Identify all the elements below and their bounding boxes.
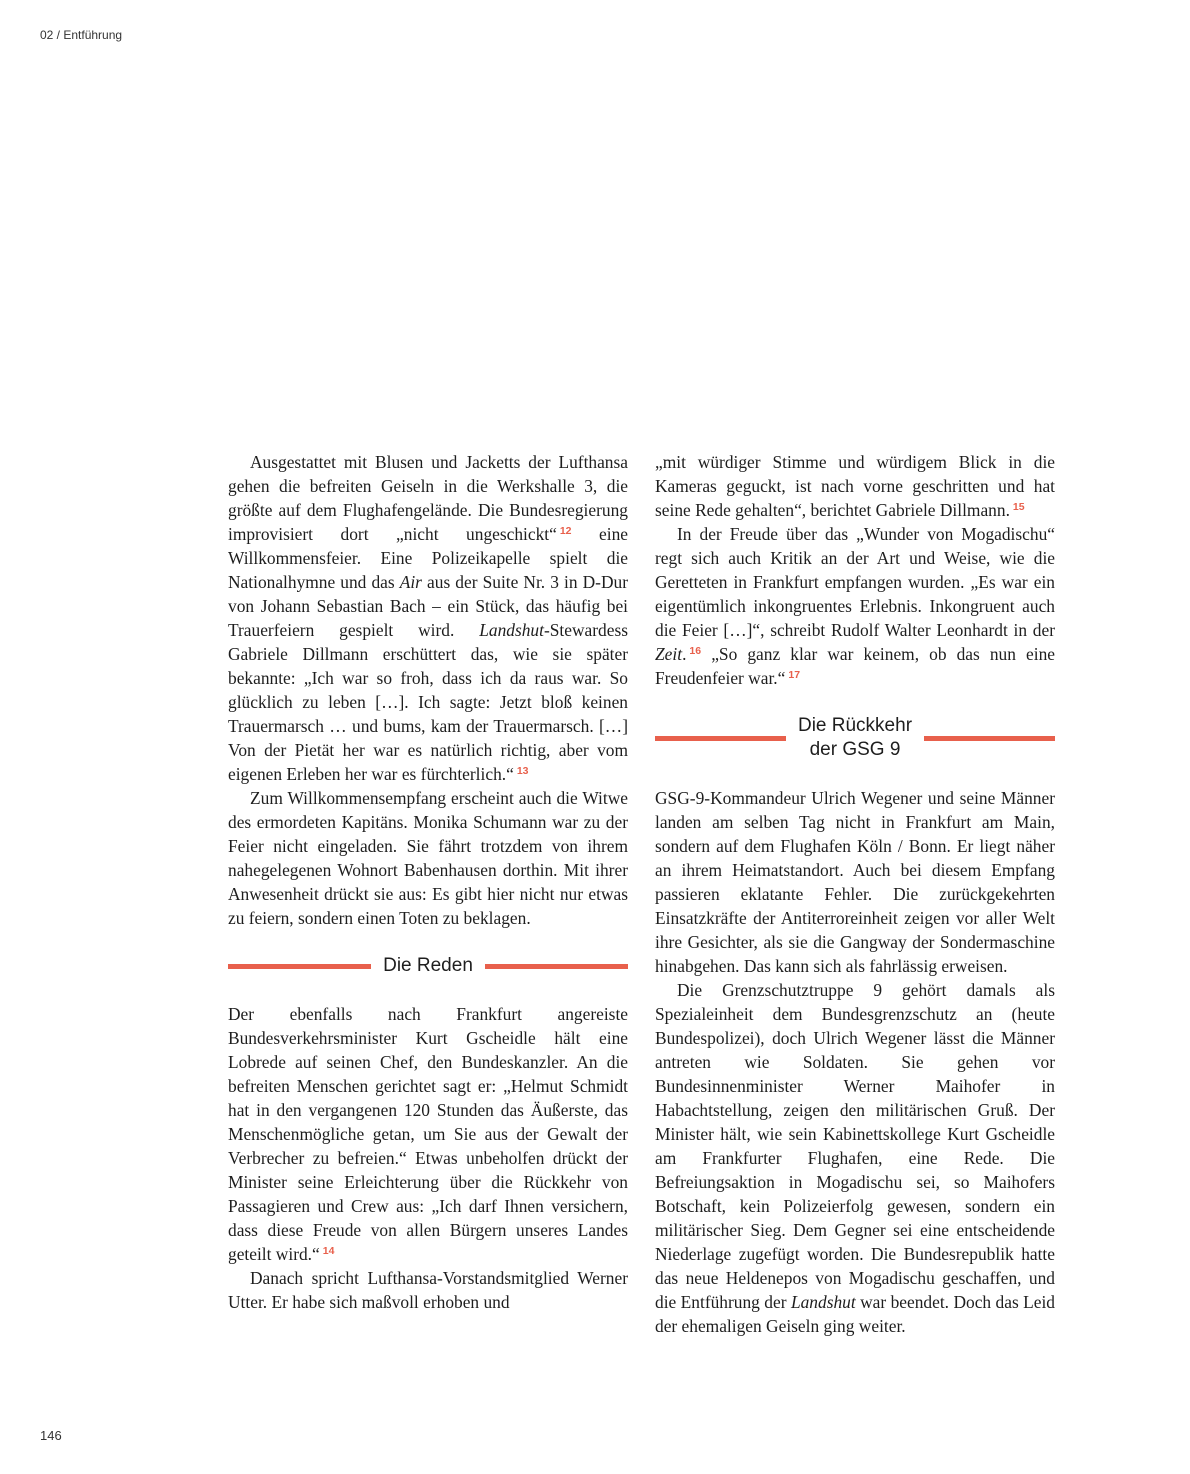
body-paragraph: Zum Willkommensempfang erscheint auch die Witwe des ermordeten Kapitäns. Monika Schumann war zu der Feier nicht eingeladen. Sie fährt trotzdem von ihrem nahegelegenen Wohnort Babenhausen dorthin. Mit ihrer Anwesenheit drückt sie aus: Es gibt hier nicht nur etwas zu feiern, sondern einen Toten zu beklagen. [228, 788, 628, 928]
heading-rule-right [485, 964, 628, 969]
body-paragraph: Der ebenfalls nach Frankfurt angereiste Bundesverkehrsminister Kurt Gscheidle hält eine Lobrede auf seinen Chef, den Bundeskanzler. An die befreiten Menschen gerichtet sagt er: „Helmut Schmidt hat in den vergangenen 120 Stunden das Äußerste, das Menschenmögliche getan, um Sie aus der Gewalt der Verbrecher zu befreien.“ Etwas unbeholfen drückt der Minister seine Erleichterung über die Rückkehr von Passagieren und Crew aus: „Ich darf Ihnen versichern, dass diese Freude von allen Bürgern unseres Landes geteilt wird.“ $^{14}$ [228, 1004, 628, 1264]
section-heading-title: Die Rückkehr der GSG 9 [797, 715, 913, 760]
footnote-marker: 12 [559, 525, 572, 537]
section-heading-die-reden [228, 954, 628, 978]
footnote-marker: 15 [1012, 501, 1025, 513]
body-paragraph: Die Grenzschutztruppe 9 gehört damals als Spezialeinheit dem Bundesgrenzschutz an (heute Bundespolizei), doch Ulrich Wegener lässt die Männer antreten wie Soldaten. Sie gehen vor Bundesinnenminister Werner Maihofer in Habachtstellung, zeigen den militärischen Gruß. Der Minister hält, wie sein Kabinettskollege Kurt Gscheidle am Frankfurter Flughafen, eine Rede. Die Befreiungsaktion in Mogadischu sei, so Maihofers Botschaft, kein Polizeierfolg gewesen, sondern ein militärischer Sieg. Dem Gegner sei eine entscheidende Niederlage zugefügt worden. Die Bundesrepublik hatte das neue Heldenepos von Mogadischu geschaffen, und die Entführung der Landshut war beendet. Doch das Leid der ehemaligen Geiseln ging weiter. [655, 980, 1056, 1336]
section-heading-title: Die Reden [383, 955, 473, 976]
page-number: 146 [40, 1428, 62, 1443]
footnote-marker: 13 [516, 765, 529, 777]
heading-rule-left [228, 964, 371, 969]
running-head: 02 / Entführung [40, 28, 123, 42]
right-text-column [655, 450, 1055, 1338]
footnote-marker: 16 [689, 645, 702, 657]
body-paragraph: Danach spricht Lufthansa-Vorstandsmitglied Werner Utter. Er habe sich maßvoll erhoben und [228, 1268, 628, 1312]
body-paragraph: In der Freude über das „Wunder von Mogadischu“ regt sich auch Kritik an der Art und Weise, wie die Geretteten in Frankfurt empfangen wurden. „Es war ein eigentümlich inkongruentes Erlebnis. Inkongruent auch die Feier […]“, schreibt Rudolf Walter Leonhardt in der Zeit. $^{16}$ „So ganz klar war keinem, ob das nun eine Freudenfeier war.“ $^{17}$ [655, 524, 1055, 688]
heading-rule-right [924, 736, 1055, 741]
body-paragraph: „mit würdiger Stimme und würdigem Blick in die Kameras geguckt, ist nach vorne geschritten und hat seine Rede gehalten“, berichtet Gabriele Dillmann. $^{15}$ [655, 452, 1055, 520]
section-heading-die-rueckkehr [655, 714, 1055, 762]
body-paragraph: Ausgestattet mit Blusen und Jacketts der Lufthansa gehen die befreiten Geiseln in die Werkshalle 3, die größte auf dem Flughafengelände. Die Bundesregierung improvisiert dort „nicht ungeschickt“ $^{12}$ eine Willkommensfeier. Eine Polizeikapelle spielt die Nationalhymne und das Air aus der Suite Nr. 3 in D-Dur von Johann Sebastian Bach – ein Stück, das häufig bei Trauerfeiern gespielt wird. Landshut-Stewardess Gabriele Dillmann erschüttert das, wie sie später bekannte: „Ich war so froh, dass ich da raus war. So glücklich zu leben […]. Ich sagte: Jetzt bloß keinen Trauermarsch … und bums, kam der Trauermarsch. […] Von der Pietät her war es natürlich richtig, aber vom eigenen Erleben her war es fürchterlich.“ $^{13}$ [228, 452, 629, 784]
heading-rule-left [655, 736, 786, 741]
footnote-marker: 14 [322, 1245, 335, 1257]
left-text-column [228, 450, 628, 1314]
footnote-marker: 17 [788, 669, 801, 681]
body-paragraph: GSG-9-Kommandeur Ulrich Wegener und seine Männer landen am selben Tag nicht in Frankfurt am Main, sondern auf dem Flughafen Köln / Bonn. Er liegt näher an ihrem Heimatstandort. Auch bei diesem Empfang passieren eklatante Fehler. Die zurückgekehrten Einsatzkräfte der Antiterroreinheit zeigen vor aller Welt ihre Gesichter, als sie die Gangway der Sondermaschine hinabgehen. Das kann sich als fahrlässig erweisen. [655, 788, 1055, 976]
